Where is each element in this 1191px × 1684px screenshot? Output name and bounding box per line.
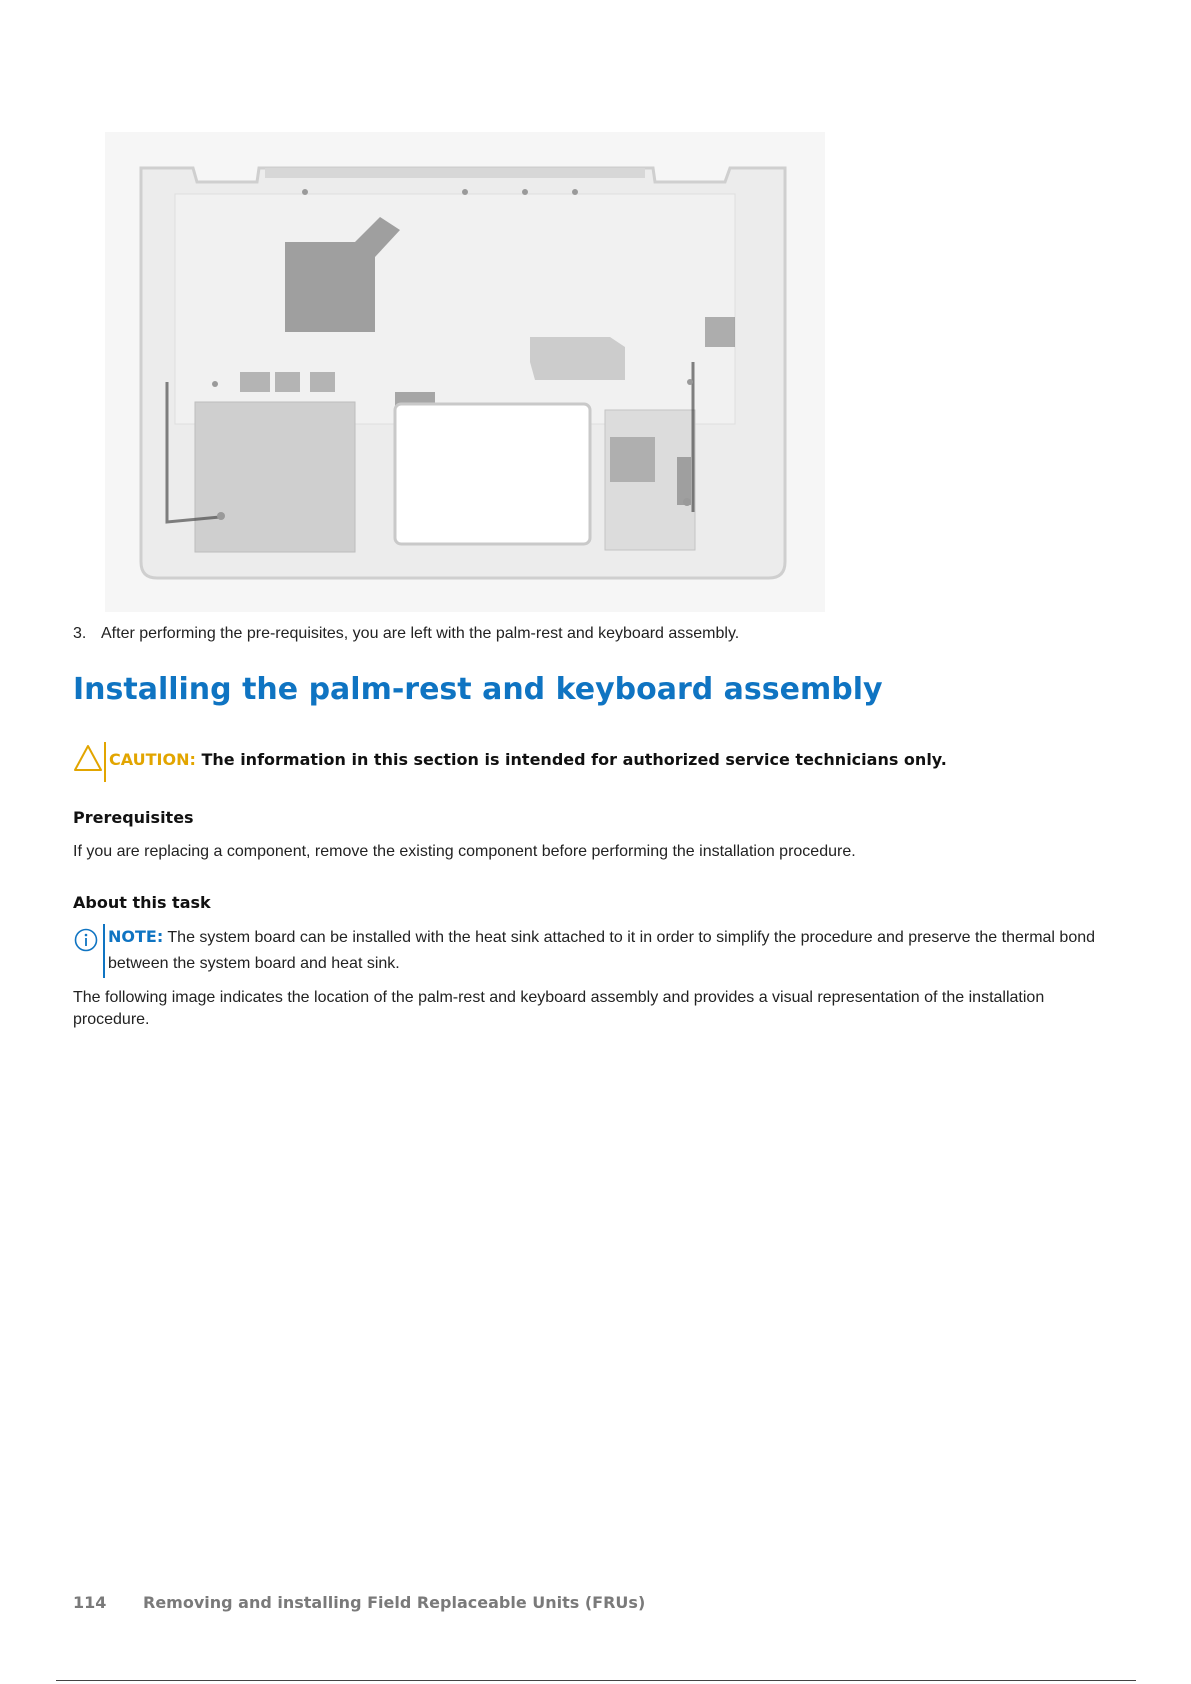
section-title: Installing the palm-rest and keyboard assembly bbox=[73, 672, 883, 707]
step-number: 3. bbox=[73, 625, 87, 642]
page-footer bbox=[73, 1593, 645, 1612]
prerequisites-text: If you are replacing a component, remove the existing component before performing the installation procedure. bbox=[73, 843, 856, 860]
caution-text-line bbox=[109, 750, 947, 769]
caution-bar bbox=[104, 742, 106, 782]
about-task-paragraph: The following image indicates the location of the palm-rest and keyboard assembly and provides a visual representation of the installation procedure. bbox=[73, 989, 1045, 1028]
caution-triangle-icon bbox=[73, 744, 103, 777]
page-number: 114 bbox=[73, 1593, 107, 1612]
note-label: NOTE: bbox=[108, 927, 164, 946]
caution-label: CAUTION: bbox=[109, 750, 196, 769]
info-icon bbox=[74, 928, 98, 957]
palm-rest-assembly-figure bbox=[105, 132, 825, 612]
step-text: After performing the pre-requisites, you are left with the palm-rest and keyboard assembly. bbox=[101, 625, 740, 642]
note-notice bbox=[73, 924, 1113, 978]
note-bar bbox=[103, 924, 105, 978]
about-task-heading: About this task bbox=[73, 893, 211, 912]
footer-chapter: Removing and installing Field Replaceable Units (FRUs) bbox=[143, 1593, 646, 1612]
note-text: The system board can be installed with the heat sink attached to it in order to simplify the procedure and preserve the thermal bond between the system board and heat sink. bbox=[108, 929, 1096, 972]
caution-text: The information in this section is intended for authorized service technicians only. bbox=[201, 750, 947, 769]
footer-divider bbox=[56, 1680, 1136, 1681]
prerequisites-heading: Prerequisites bbox=[73, 808, 194, 827]
note-text-block bbox=[108, 924, 1118, 977]
step-3 bbox=[73, 625, 739, 643]
